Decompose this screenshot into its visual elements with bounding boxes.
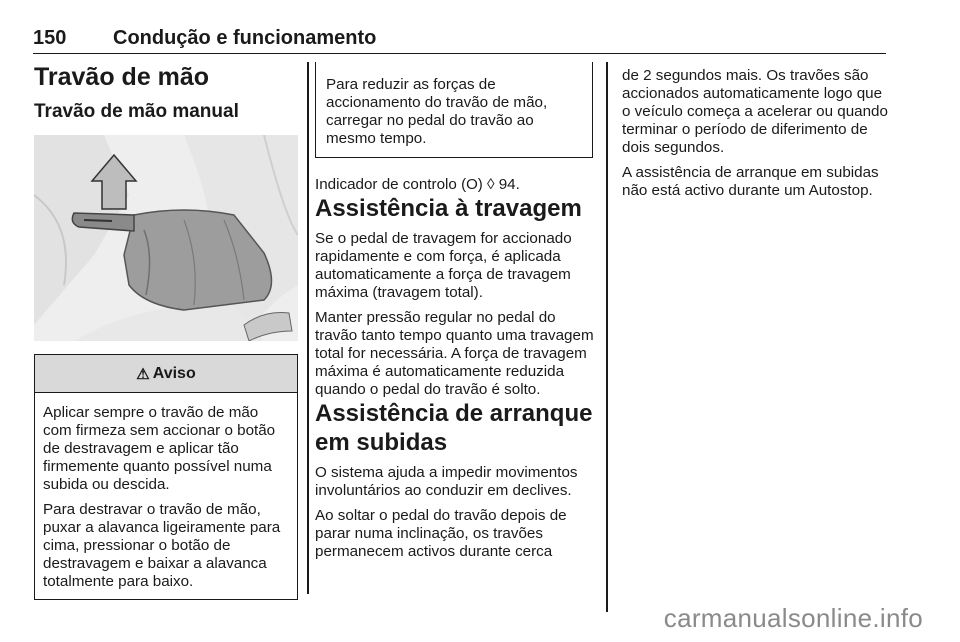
brake-assist-title: Assistência à travagem <box>315 195 582 222</box>
page-header <box>33 27 886 54</box>
subsection-title: Travão de mão manual <box>34 101 239 122</box>
column-3 <box>622 67 892 200</box>
hill-start-paragraph-2: Ao soltar o pedal do travão depois de parar numa inclinação, os travões permanecem activos durante cerca <box>315 507 567 560</box>
warning-paragraph-1: Aplicar sempre o travão de mão com firmeza sem accionar o botão de destravagem e aplicar tão firmemente quanto possível numa subida ou descida. <box>43 404 276 493</box>
warning-header <box>35 355 297 393</box>
section-title: Travão de mão <box>34 63 210 91</box>
hill-start-paragraph-1: O sistema ajuda a impedir movimentos involuntários ao conduzir em declives. <box>315 464 578 499</box>
column-divider-1 <box>307 62 309 594</box>
handbrake-illustration <box>34 135 298 341</box>
indicator-text: Indicador de controlo <box>315 176 457 193</box>
warning-title: Aviso <box>152 364 196 382</box>
indicator-line <box>315 176 595 194</box>
warning-box <box>34 354 298 600</box>
warning-triangle-icon: ⚠ <box>136 365 150 383</box>
column-2 <box>315 62 595 561</box>
hill-start-title: Assistência de arranque em subidas <box>315 400 593 456</box>
note-box <box>315 62 593 158</box>
brake-assist-paragraph-2: Manter pressão regular no pedal do travão tanto tempo quanto uma travagem total for necessária. A força de travagem máxima é automaticamente reduzida quando o pedal do travão é solto. <box>315 309 594 398</box>
brake-indicator-icon: (O) <box>461 176 483 193</box>
indicator-page-link[interactable]: 94. <box>498 176 520 193</box>
brake-assist-paragraph-1: Se o pedal de travagem for accionado rapidamente e com força, é aplicada automaticamente a força de travagem máxima (travagem total). <box>315 230 572 301</box>
warning-body <box>35 393 297 599</box>
note-text: Para reduzir as forças de accionamento do travão de mão, carregar no pedal do travão ao mesmo tempo. <box>326 76 548 147</box>
column-divider-2 <box>606 62 608 612</box>
chapter-title: Condução e funcionamento <box>113 27 377 49</box>
continued-paragraph: de 2 segundos mais. Os travões são accionados automaticamente logo que o veículo começa a acelerar ou quando terminar o período de diferimento de dois segundos. <box>622 67 888 156</box>
autostop-paragraph: A assistência de arranque em subidas não está activo durante um Autostop. <box>622 164 879 199</box>
column-1 <box>34 62 300 600</box>
page-number: 150 <box>33 27 67 49</box>
page-reference-icon: ◊ <box>486 176 495 193</box>
warning-paragraph-2: Para destravar o travão de mão, puxar a alavanca ligeiramente para cima, pressionar o botão de destravagem e baixar a alavanca totalmente para baixo. <box>43 501 281 590</box>
watermark: carmanualsonline.info <box>663 603 923 633</box>
